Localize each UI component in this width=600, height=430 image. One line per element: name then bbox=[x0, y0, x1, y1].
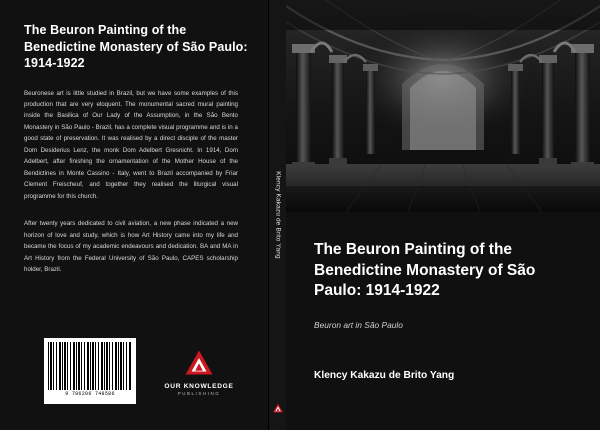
back-cover-blurb: Beuronese art is little studied in Brazil, but we have some examples of this production that are very eloquent. The monumental sacred mural painting inside the Basilica of Our Lady of the Assumption, in the São Bento Monastery in São Paulo - Brazil, has a complete visual programme and is in a good state of preservation. It was realised by a direct disciple of the master Dom Desiderius Lenz, the monk Dom Adelbert Gresnicht. In 1914, Dom Adelbert, after finishing the ornamentation of the Mother House of the Bendictines in Monte Cassino - Italy, went to Brazil accompanied by Friar Clement Freischeuf, and together they realised the liturgical visual programme for this church. bbox=[24, 89, 238, 200]
back-cover-title: The Beuron Painting of the Benedictine Monastery of São Paulo: 1914-1922 bbox=[24, 23, 248, 70]
spine-author-title: Klency Kakazu de Brito Yang bbox=[274, 171, 282, 259]
front-cover-author: Klency Kakazu de Brito Yang bbox=[314, 370, 455, 381]
barcode bbox=[44, 338, 136, 404]
front-cover-subtitle: Beuron art in São Paulo bbox=[314, 320, 403, 330]
front-cover-title: The Beuron Painting of the Benedictine Monastery of São Paulo: 1914-1922 bbox=[314, 241, 536, 300]
spine-triangle-logo-icon bbox=[273, 403, 284, 414]
publisher-name: OUR KNOWLEDGE bbox=[164, 382, 234, 390]
barcode-bars bbox=[48, 342, 132, 390]
front-cover-text-area bbox=[286, 212, 600, 430]
back-cover-panel bbox=[0, 0, 268, 430]
triangle-logo-icon bbox=[184, 349, 214, 379]
publisher-logo bbox=[156, 349, 242, 397]
back-cover-author-bio: After twenty years dedicated to civil aviation, a new phase indicated a new horizon of love and study, which is how Art History came into my life and became the focus of my academic endeavours and dedication. BA and MA in Art History from the Federal University of São Paulo, CAPES scholarship holder, Brazil. bbox=[24, 220, 238, 274]
front-cover-panel bbox=[286, 0, 600, 430]
barcode-number: 9 786206 748586 bbox=[65, 391, 115, 397]
cover-photograph bbox=[286, 0, 600, 212]
publisher-tagline: PUBLISHING bbox=[177, 391, 221, 396]
spine-panel bbox=[268, 0, 288, 430]
cloister-interior-illustration bbox=[286, 0, 600, 212]
